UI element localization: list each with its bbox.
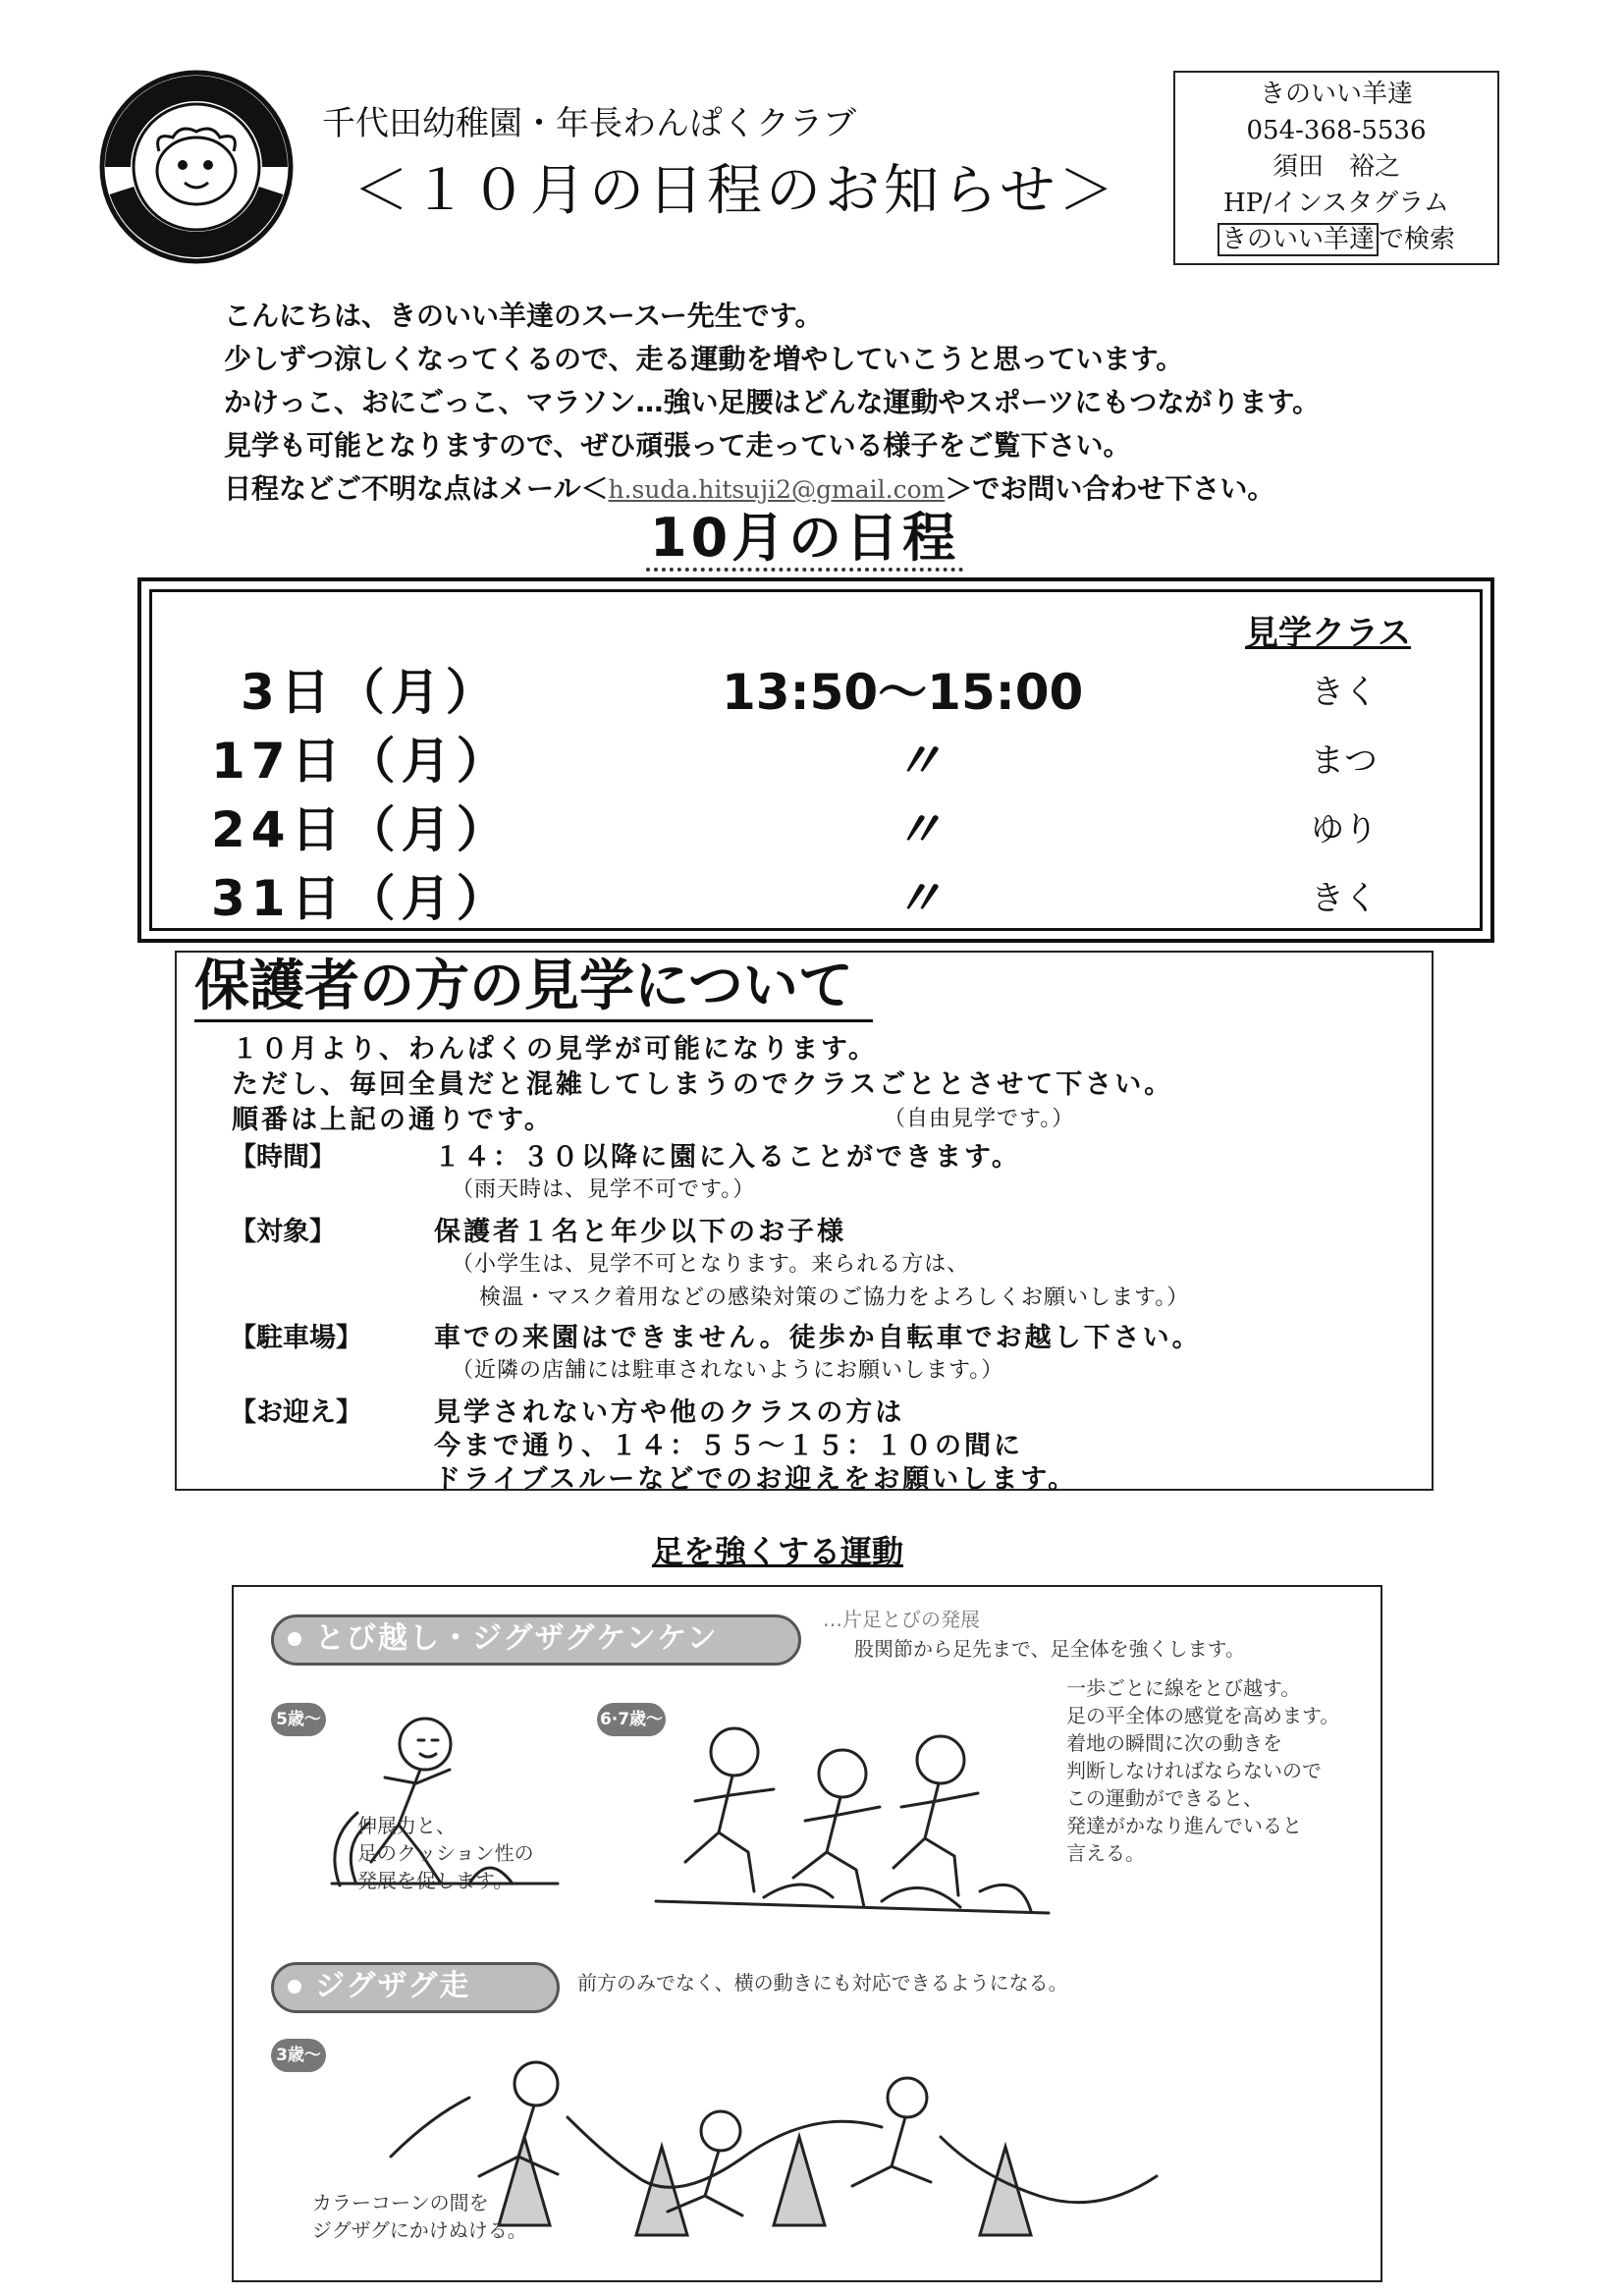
schedule-class: きく: [1311, 673, 1378, 712]
search-term: きのいい羊達: [1218, 223, 1379, 256]
note-line: 発達がかなり進んでいると: [1066, 1814, 1302, 1837]
age-badge: 5歳〜: [271, 1703, 326, 1736]
note-line: 足のクッション性の: [357, 1841, 534, 1865]
note-line: カラーコーンの間を: [312, 2191, 489, 2214]
time-label: 【時間】: [230, 1142, 336, 1173]
schedule-row: [152, 791, 1480, 859]
schedule-date: 3日（月）: [241, 664, 501, 721]
schedule-date: 24日（月）: [211, 801, 512, 858]
target-note: 検温・マスク着用などの感染対策のご協力をよろしくお願いします。）: [479, 1285, 1190, 1310]
schedule-class: まつ: [1311, 741, 1378, 781]
email-link[interactable]: h.suda.hitsuji2@gmail.com: [608, 475, 946, 504]
note-line: 一歩ごとに線をとび越す。: [1066, 1676, 1301, 1700]
schedule-time: 〃: [893, 870, 943, 927]
intro-line: かけっこ、おにごっこ、マラソン…強い足腰はどんな運動やスポーツにもつながります。: [224, 386, 1321, 418]
hopping-children-figure: [646, 1705, 1058, 1931]
schedule-class: ゆり: [1311, 810, 1378, 849]
note-line: この運動ができると、: [1066, 1786, 1263, 1810]
target-label: 【対象】: [230, 1217, 336, 1247]
contact-box: [1173, 71, 1499, 265]
target-note: （小学生は、見学不可となります。来られる方は、: [452, 1252, 970, 1277]
schedule-title: 10月の日程: [646, 509, 963, 572]
parking-label: 【駐車場】: [230, 1323, 362, 1353]
page-title: ＜１０月の日程のお知らせ＞: [353, 159, 1118, 223]
contact-hp: HP/インスタグラム: [1223, 189, 1449, 218]
exercise-1-sub: …片足とびの発展: [823, 1608, 980, 1631]
exercise-2-desc: 前方のみでなく、横の動きにも対応できるようになる。: [577, 1971, 1068, 1995]
note-line: 判断しなければならないので: [1066, 1759, 1322, 1782]
organization-name: 千代田幼稚園・年長わんぱくクラブ: [322, 104, 856, 143]
exercise-1-label: とび越し・ジグザグケンケン: [271, 1614, 801, 1666]
target-text: 保護者１名と年少以下のお子様: [434, 1217, 846, 1247]
intro-contact-post: ＞でお問い合わせ下さい。: [945, 472, 1275, 505]
schedule-row: [152, 722, 1480, 791]
note-line: 伸展力と、: [357, 1814, 456, 1837]
parking-note: （近隣の店舗には駐車されないようにお願いします。）: [452, 1358, 1004, 1383]
visit-line: 順番は上記の通りです。: [232, 1105, 554, 1135]
visitor-section-title: 保護者の方の見学について: [194, 955, 873, 1022]
note-line: ジグザグにかけぬける。: [312, 2218, 527, 2242]
intro-line: [224, 467, 1320, 512]
pickup-text: 今まで通り、１４：５５〜１５：１０の間に: [434, 1431, 1023, 1461]
sheep-logo: [98, 69, 295, 265]
age-badge: 6·7歳〜: [597, 1703, 666, 1736]
schedule-time: 13:50〜15:00: [722, 664, 1084, 721]
exercise-2-label: ジグザグ走: [271, 1962, 560, 2013]
schedule-inner-frame: [149, 589, 1483, 931]
schedule-row: [152, 653, 1480, 722]
pickup-text: ドライブスルーなどでのお迎えをお願いします。: [434, 1464, 1078, 1495]
schedule-time: 〃: [893, 801, 943, 858]
intro-line: 見学も可能となりますので、ぜひ頑張って走っている様子をご覧下さい。: [224, 429, 1131, 462]
time-text: １４：３０以降に園に入ることができます。: [434, 1142, 1021, 1173]
visitor-info-box: [175, 951, 1434, 1495]
exercise-section-title: 足を強くする運動: [652, 1533, 904, 1570]
contact-search: [1175, 222, 1497, 258]
search-suffix: で検索: [1379, 225, 1456, 254]
note-line: 着地の瞬間に次の動きを: [1066, 1731, 1282, 1755]
time-note: （雨天時は、見学不可です。）: [452, 1177, 756, 1202]
pickup-text: 見学されない方や他のクラスの方は: [434, 1397, 905, 1428]
schedule-class: きく: [1311, 879, 1378, 918]
intro-line: 少しずつ涼しくなってくるので、走る運動を増やしていこうと思っています。: [224, 343, 1184, 375]
schedule-date: 17日（月）: [211, 733, 512, 790]
intro-line: こんにちは、きのいい羊達のスースー先生です。: [224, 300, 823, 332]
visit-line: ただし、毎回全員だと混雑してしまうのでクラスごととさせて下さい。: [232, 1069, 1174, 1100]
parking-text: 車での来園はできません。徒歩か自転車でお越し下さい。: [434, 1323, 1202, 1353]
intro-text: [224, 295, 1320, 512]
pickup-label: 【お迎え】: [230, 1397, 362, 1428]
note-line: 足の平全体の感覚を高めます。: [1066, 1704, 1340, 1727]
intro-contact-pre: 日程などご不明な点はメール＜: [224, 472, 609, 505]
contact-person: 須田 裕之: [1272, 152, 1400, 182]
exercise-box: [232, 1585, 1382, 2282]
exercise-1-desc: 股関節から足先まで、足全体を強くします。: [854, 1637, 1245, 1661]
note-line: 発展を促します。: [357, 1869, 514, 1892]
schedule-date: 31日（月）: [211, 870, 512, 927]
visit-note: （自由見学です。）: [884, 1107, 1075, 1131]
schedule-time: 〃: [893, 733, 943, 790]
note-line: 言える。: [1066, 1841, 1145, 1865]
class-column-header: 見学クラス: [1245, 614, 1411, 653]
schedule-box: [137, 577, 1494, 943]
schedule-row: [152, 859, 1480, 928]
age-badge: 3歳〜: [271, 2039, 326, 2072]
contact-name: きのいい羊達: [1259, 80, 1413, 109]
visit-line: １０月より、わんぱくの見学が可能になります。: [232, 1034, 878, 1065]
contact-phone: 054-368-5536: [1246, 116, 1427, 145]
